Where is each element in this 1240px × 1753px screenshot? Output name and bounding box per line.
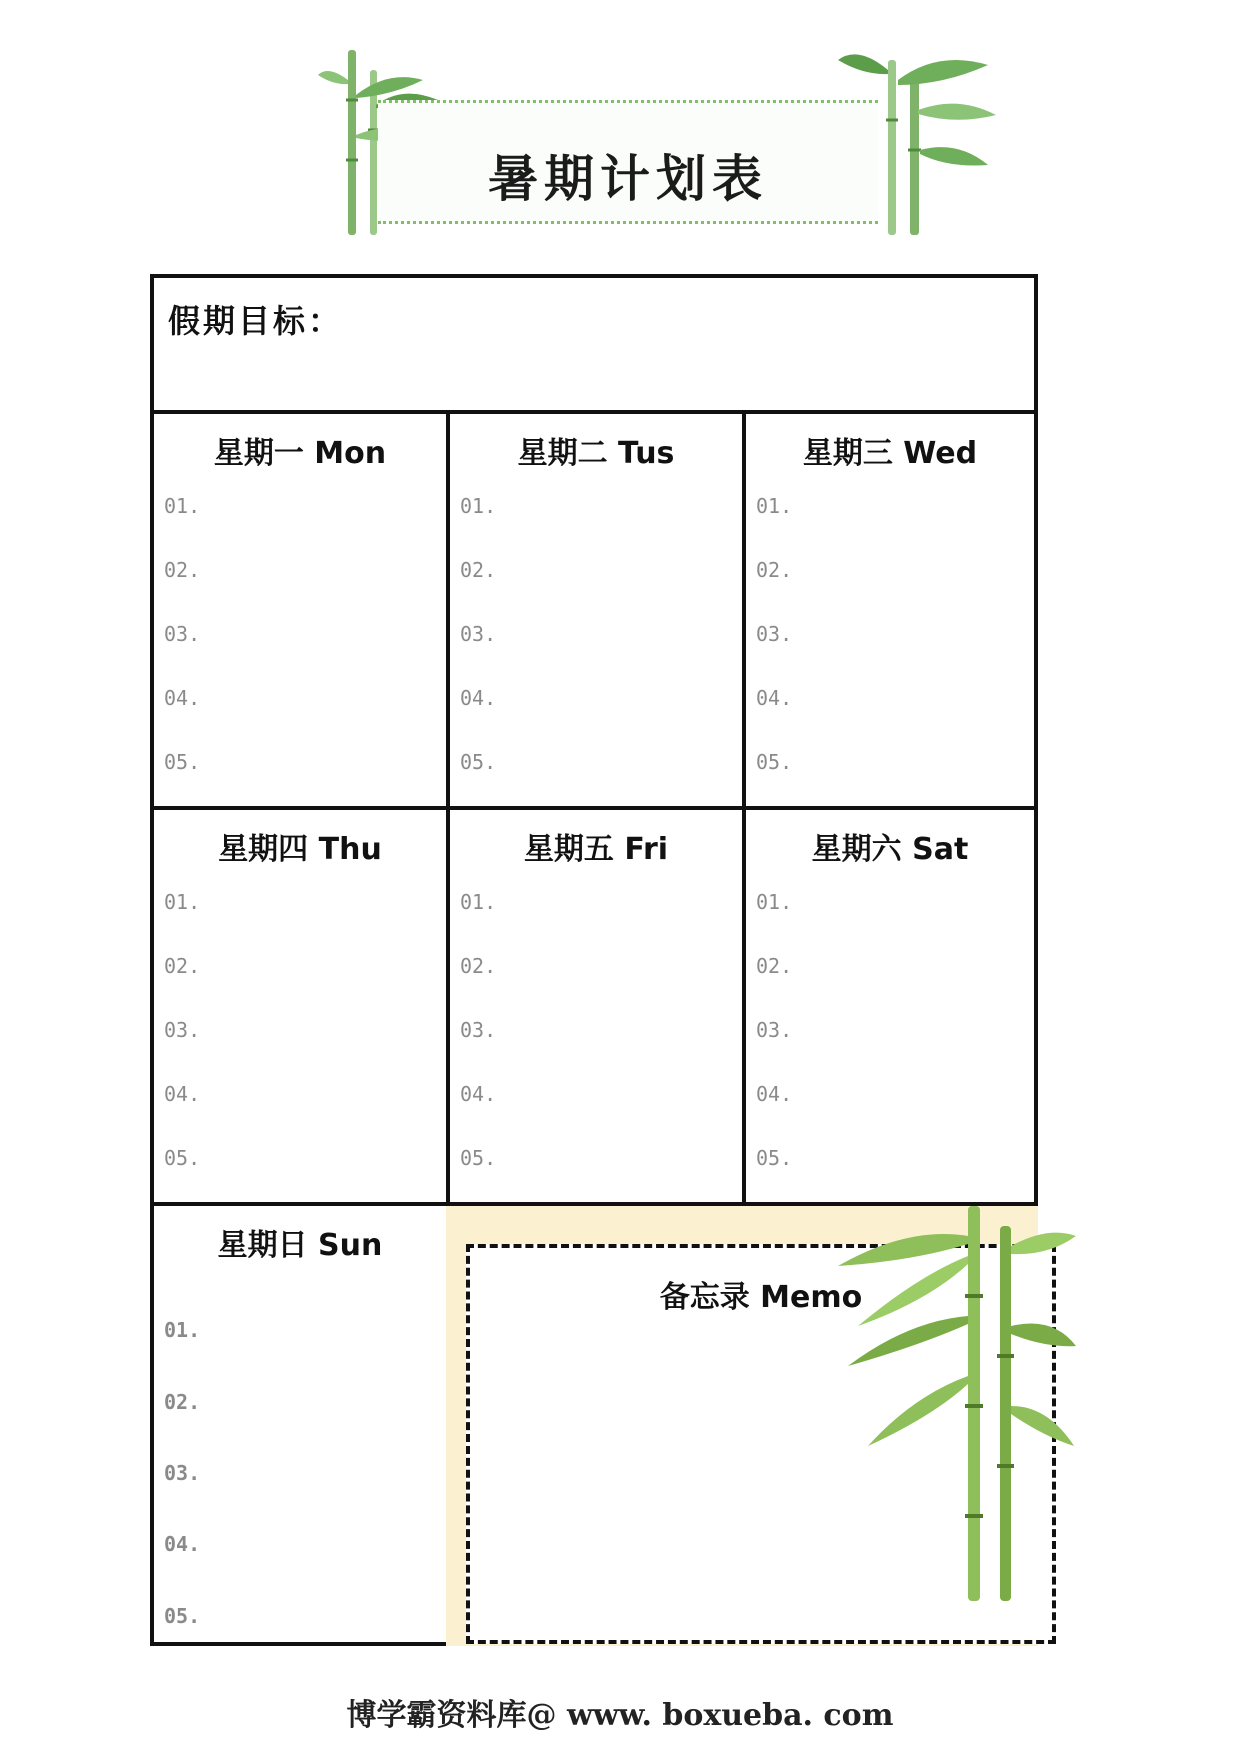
weekly-planner	[150, 274, 1038, 1646]
bamboo-right-icon	[838, 40, 998, 240]
slot-label[interactable]: 05.	[460, 750, 497, 774]
slot-label[interactable]: 01.	[164, 1318, 201, 1342]
slot-label[interactable]: 03.	[164, 1461, 201, 1485]
day-heading: 星期日 Sun	[217, 1228, 383, 1263]
day-heading: 星期五 Fri	[523, 832, 669, 867]
slot-label[interactable]: 05.	[756, 1146, 793, 1170]
slot-label[interactable]: 04.	[756, 1082, 793, 1106]
day-card-tue	[446, 410, 746, 810]
slot-label[interactable]: 05.	[756, 750, 793, 774]
day-heading: 星期三 Wed	[802, 436, 978, 471]
footer-watermark: 博学霸资料库@ www. boxueba. com	[346, 1698, 894, 1733]
slot-label[interactable]: 01.	[756, 494, 793, 518]
slot-label[interactable]: 02.	[756, 558, 793, 582]
day-card-thu	[150, 806, 450, 1206]
slot-label[interactable]: 04.	[164, 1082, 201, 1106]
memo-title: 备忘录 Memo	[659, 1280, 863, 1315]
holiday-goal-label: 假期目标：	[168, 302, 344, 340]
slot-label[interactable]: 04.	[756, 686, 793, 710]
slot-label[interactable]: 01.	[164, 890, 201, 914]
slot-label[interactable]: 05.	[164, 750, 201, 774]
slot-label[interactable]: 05.	[460, 1146, 497, 1170]
slot-label[interactable]: 02.	[460, 954, 497, 978]
slot-label[interactable]: 03.	[756, 1018, 793, 1042]
holiday-goal-box[interactable]	[150, 274, 1038, 414]
slot-label[interactable]: 04.	[164, 1532, 201, 1556]
slot-label[interactable]: 03.	[164, 622, 201, 646]
slot-label[interactable]: 03.	[460, 622, 497, 646]
slot-label[interactable]: 04.	[460, 686, 497, 710]
slot-label[interactable]: 02.	[756, 954, 793, 978]
title-frame	[378, 100, 878, 224]
day-card-mon	[150, 410, 450, 810]
slot-label[interactable]: 04.	[460, 1082, 497, 1106]
day-card-sat	[742, 806, 1038, 1206]
slot-label[interactable]: 01.	[460, 890, 497, 914]
slot-label[interactable]: 05.	[164, 1146, 201, 1170]
slot-label[interactable]: 03.	[460, 1018, 497, 1042]
slot-label[interactable]: 02.	[164, 558, 201, 582]
slot-label[interactable]: 03.	[164, 1018, 201, 1042]
slot-label[interactable]: 02.	[164, 1390, 201, 1414]
slot-label[interactable]: 01.	[460, 494, 497, 518]
page-title: 暑期计划表	[488, 149, 768, 208]
bamboo-memo-icon	[818, 1206, 1078, 1606]
day-heading: 星期一 Mon	[213, 436, 387, 471]
slot-label[interactable]: 03.	[756, 622, 793, 646]
day-card-sun	[150, 1202, 450, 1646]
slot-label[interactable]: 02.	[164, 954, 201, 978]
day-heading: 星期四 Thu	[218, 832, 382, 867]
day-heading: 星期六 Sat	[811, 832, 969, 867]
day-heading: 星期二 Tus	[517, 436, 675, 471]
day-card-wed	[742, 410, 1038, 810]
memo-section	[446, 1202, 1038, 1646]
slot-label[interactable]: 04.	[164, 686, 201, 710]
title-banner	[318, 40, 998, 240]
slot-label[interactable]: 01.	[756, 890, 793, 914]
slot-label[interactable]: 02.	[460, 558, 497, 582]
day-card-fri	[446, 806, 746, 1206]
slot-label[interactable]: 05.	[164, 1604, 201, 1628]
slot-label[interactable]: 01.	[164, 494, 201, 518]
